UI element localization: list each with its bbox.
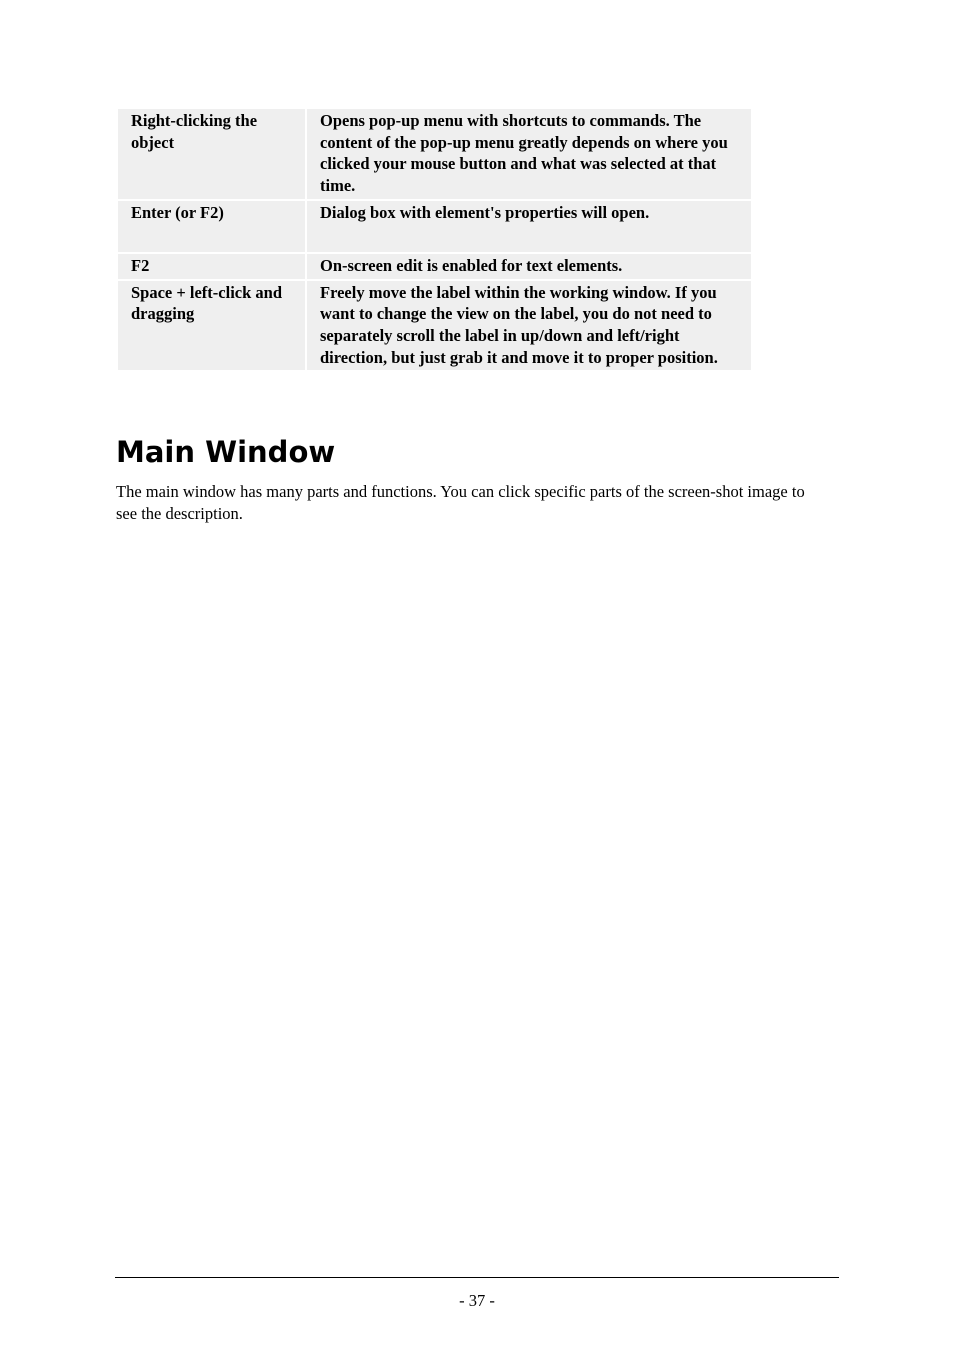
table-row — [118, 281, 751, 371]
shortcut-key: Space + left-click and dragging — [118, 281, 305, 371]
table-row — [118, 201, 751, 252]
page-number: - 37 - — [459, 1291, 495, 1310]
table-row — [118, 109, 751, 199]
shortcut-key: F2 — [118, 254, 305, 279]
shortcut-key: Enter (or F2) — [118, 201, 305, 252]
section-heading: Main Window — [116, 435, 336, 469]
shortcut-description: Freely move the label within the working window. If you want to change the view on the label, you do not need to separately scroll the label in up/down and left/right direction, but just grab it and move it to proper position. — [307, 281, 751, 371]
shortcut-key: Right-clicking the object — [118, 109, 305, 199]
shortcut-description: On-screen edit is enabled for text elements. — [307, 254, 751, 279]
section-body-text: The main window has many parts and functions. You can click specific parts of the screen-shot image to see the description. — [116, 482, 805, 523]
footer-divider — [115, 1277, 839, 1278]
table-row — [118, 254, 751, 279]
shortcut-description: Opens pop-up menu with shortcuts to commands. The content of the pop-up menu greatly depends on where you clicked your mouse button and what was selected at that time. — [307, 109, 751, 199]
shortcut-table — [116, 107, 753, 372]
shortcut-description: Dialog box with element's properties will open. — [307, 201, 751, 252]
